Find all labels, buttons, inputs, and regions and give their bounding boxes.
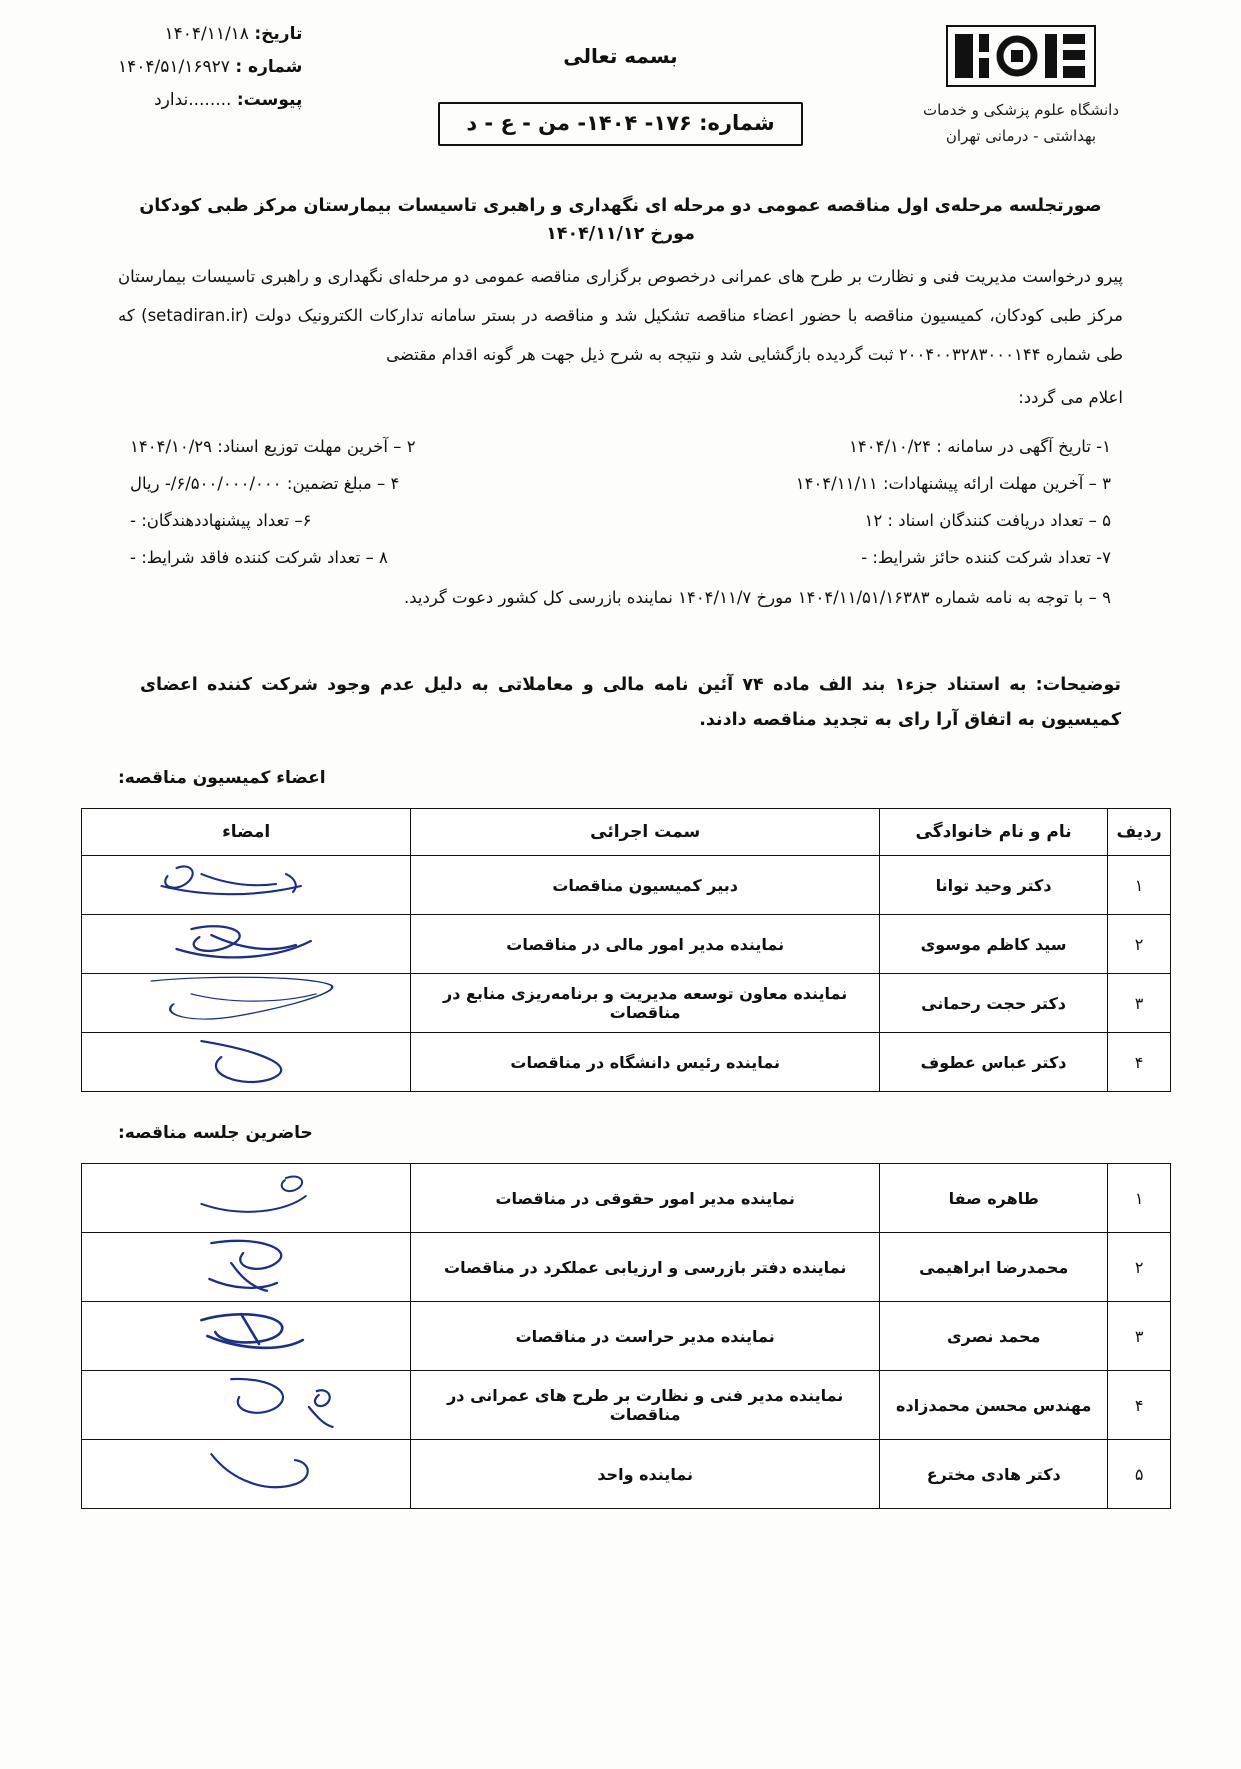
document-header xyxy=(0,18,1241,178)
document-number-box: شماره: ۱۷۶- ۱۴۰۴- من - ع - د xyxy=(438,102,802,146)
cell-signature xyxy=(82,1233,411,1302)
header-full-name: نام و نام خانوادگی xyxy=(880,809,1108,856)
cell-role: دبیر کمیسیون مناقصات xyxy=(411,856,880,915)
table-row xyxy=(82,1371,1171,1440)
header-attachment-value: ........ندارد xyxy=(154,90,232,111)
header-attachment-label: پیوست: xyxy=(236,90,303,111)
cell-full-name: سید کاظم موسوی xyxy=(880,915,1108,974)
cell-signature xyxy=(82,856,411,915)
tender-fact-item: ۴ – مبلغ تضمین: ۶/۵۰۰/۰۰۰/۰۰۰/- ریال xyxy=(130,474,400,494)
tender-fact-item: ۱- تاریخ آگهی در سامانه : ۱۴۰۴/۱۰/۲۴ xyxy=(849,437,1111,456)
org-name-line-2: بهداشتی - درمانی تهران xyxy=(945,126,1097,145)
cell-row-number: ۱ xyxy=(1108,856,1171,915)
table-row xyxy=(82,974,1171,1033)
signature-mark-icon xyxy=(82,1033,410,1091)
tender-fact-item: ۹ – با توجه به نامه شماره ۱۴۰۴/۱۱/۵۱/۱۶۳۸۳ مورخ ۱۴۰۴/۱۱/۷ نماینده بازرسی کل کشور دعوت گردید. xyxy=(403,587,1111,607)
tender-fact-item: ۸ – تعداد شرکت کننده فاقد شرایط: - xyxy=(130,548,388,568)
cell-full-name: دکتر وحید توانا xyxy=(880,856,1108,915)
signature-mark-icon xyxy=(82,1440,410,1508)
signature-mark-icon xyxy=(82,1302,410,1370)
table-row xyxy=(82,915,1171,974)
body-paragraph-part2: ) که طی شماره ۲۰۰۴۰۰۳۲۸۳۰۰۰۱۴۴ ثبت گردیده بازگشایی شد و نتیجه به شرح ذیل جهت هر گونه اقدام مقتضی xyxy=(118,305,1123,364)
cell-row-number: ۳ xyxy=(1108,974,1171,1033)
table-header-row xyxy=(82,809,1171,856)
cell-full-name: دکتر حجت رحمانی xyxy=(880,974,1108,1033)
cell-full-name: طاهره صفا xyxy=(880,1164,1108,1233)
cell-role: نماینده معاون توسعه مدیریت و برنامه‌ریزی منابع در مناقصات xyxy=(411,974,880,1033)
table-row xyxy=(82,1033,1171,1092)
cell-signature xyxy=(82,1440,411,1509)
header-role: سمت اجرائی xyxy=(411,809,880,856)
tender-facts-list xyxy=(118,428,1123,616)
cell-row-number: ۲ xyxy=(1108,1233,1171,1302)
signature-mark-icon xyxy=(82,1371,410,1439)
cell-full-name: مهندس محسن محمدزاده xyxy=(880,1371,1108,1440)
page-title: صورتجلسه مرحله‌ی اول مناقصه عمومی دو مرحله ای نگهداری و راهبری تاسیسات بیمارستان مرکز طبی کودکان مورخ ۱۴۰۴/۱۱/۱۲ xyxy=(139,196,1102,244)
meeting-attendees-table xyxy=(81,1163,1171,1509)
table-row xyxy=(82,1164,1171,1233)
cell-signature xyxy=(82,1033,411,1092)
cell-role: نماینده مدیر حراست در مناقصات xyxy=(411,1302,880,1371)
tender-fact-item: ۵ – تعداد دریافت کنندگان اسناد : ۱۲ xyxy=(864,511,1111,531)
tender-fact-item: ۷- تعداد شرکت کننده حائز شرایط: - xyxy=(861,548,1111,568)
cell-row-number: ۵ xyxy=(1108,1440,1171,1509)
cell-full-name: دکتر هادی مخترع xyxy=(880,1440,1108,1509)
cell-signature xyxy=(82,974,411,1033)
basmala-text: بسمه تعالی xyxy=(563,44,678,68)
cell-row-number: ۲ xyxy=(1108,915,1171,974)
cell-row-number: ۴ xyxy=(1108,1371,1171,1440)
signature-mark-icon xyxy=(82,1164,410,1232)
cell-role: نماینده مدیر امور حقوقی در مناقصات xyxy=(411,1164,880,1233)
university-logo-icon xyxy=(945,24,1097,88)
attendees-section-caption: حاضرین جلسه مناقصه: xyxy=(118,1123,313,1143)
cell-signature xyxy=(82,915,411,974)
header-signature: امضاء xyxy=(82,809,411,856)
body-paragraph xyxy=(118,258,1123,374)
header-row-number: ردیف xyxy=(1108,809,1171,856)
declaration-line: اعلام می گردد: xyxy=(1018,388,1123,407)
tender-fact-item: ۲ – آخرین مهلت توزیع اسناد: ۱۴۰۴/۱۰/۲۹ xyxy=(130,437,416,456)
signature-mark-icon xyxy=(82,1233,410,1301)
org-name-line-1: دانشگاه علوم پزشکی و خدمات xyxy=(922,101,1120,119)
cell-row-number: ۳ xyxy=(1108,1302,1171,1371)
signature-mark-icon xyxy=(82,915,410,973)
header-org-block xyxy=(861,24,1181,149)
body-paragraph-part1: پیرو درخواست مدیریت فنی و نظارت بر طرح های عمرانی درخصوص برگزاری مناقصه عمومی دو مرحله‌ای نگهداری و راهبری تاسیسات بیمارستان مرکز طبی کودکان، کمیسیون مناقصه با حضور اعضاء مناقصه تشکیل شد و مناقصه در بستر سامانه تدارکات الکترونیک دولت ( xyxy=(118,267,1123,325)
cell-signature xyxy=(82,1371,411,1440)
table-row xyxy=(82,856,1171,915)
table-row xyxy=(82,1440,1171,1509)
cell-row-number: ۱ xyxy=(1108,1164,1171,1233)
explanation-note: توضیحات: به استناد جزء۱ بند الف ماده ۷۴ آئین نامه مالی و معاملاتی به دلیل عدم وجود شرکت کننده اعضای کمیسیون به اتفاق آرا رای به تجدید مناقصه دادند. xyxy=(140,675,1121,730)
cell-role: نماینده دفتر بازرسی و ارزیابی عملکرد در مناقصات xyxy=(411,1233,880,1302)
header-date-label: تاریخ: xyxy=(254,24,303,44)
cell-row-number: ۴ xyxy=(1108,1033,1171,1092)
table-row xyxy=(82,1233,1171,1302)
cell-full-name: محمدرضا ابراهیمی xyxy=(880,1233,1108,1302)
header-number-value: ۱۴۰۴/۵۱/۱۶۹۲۷ xyxy=(118,57,230,78)
cell-full-name: دکتر عباس عطوف xyxy=(880,1033,1108,1092)
header-number-label: شماره : xyxy=(235,57,303,78)
header-date-value: ۱۴۰۴/۱۱/۱۸ xyxy=(164,24,249,44)
signature-mark-icon xyxy=(82,974,410,1032)
cell-role: نماینده مدیر فنی و نظارت بر طرح های عمرانی در مناقصات xyxy=(411,1371,880,1440)
commission-members-table xyxy=(81,808,1171,1092)
members-section-caption: اعضاء کمیسیون مناقصه: xyxy=(118,768,326,788)
tender-fact-item: ۶– تعداد پیشنهاددهندگان: - xyxy=(130,511,312,531)
cell-role: نماینده رئیس دانشگاه در مناقصات xyxy=(411,1033,880,1092)
cell-full-name: محمد نصری xyxy=(880,1302,1108,1371)
cell-signature xyxy=(82,1302,411,1371)
table-row xyxy=(82,1302,1171,1371)
tender-fact-item: ۳ – آخرین مهلت ارائه پیشنهادات: ۱۴۰۴/۱۱/۱۱ xyxy=(795,474,1111,494)
cell-role: نماینده واحد xyxy=(411,1440,880,1509)
cell-role: نماینده مدیر امور مالی در مناقصات xyxy=(411,915,880,974)
cell-signature xyxy=(82,1164,411,1233)
setad-link[interactable]: setadiran.ir xyxy=(147,305,242,325)
signature-mark-icon xyxy=(82,856,410,914)
